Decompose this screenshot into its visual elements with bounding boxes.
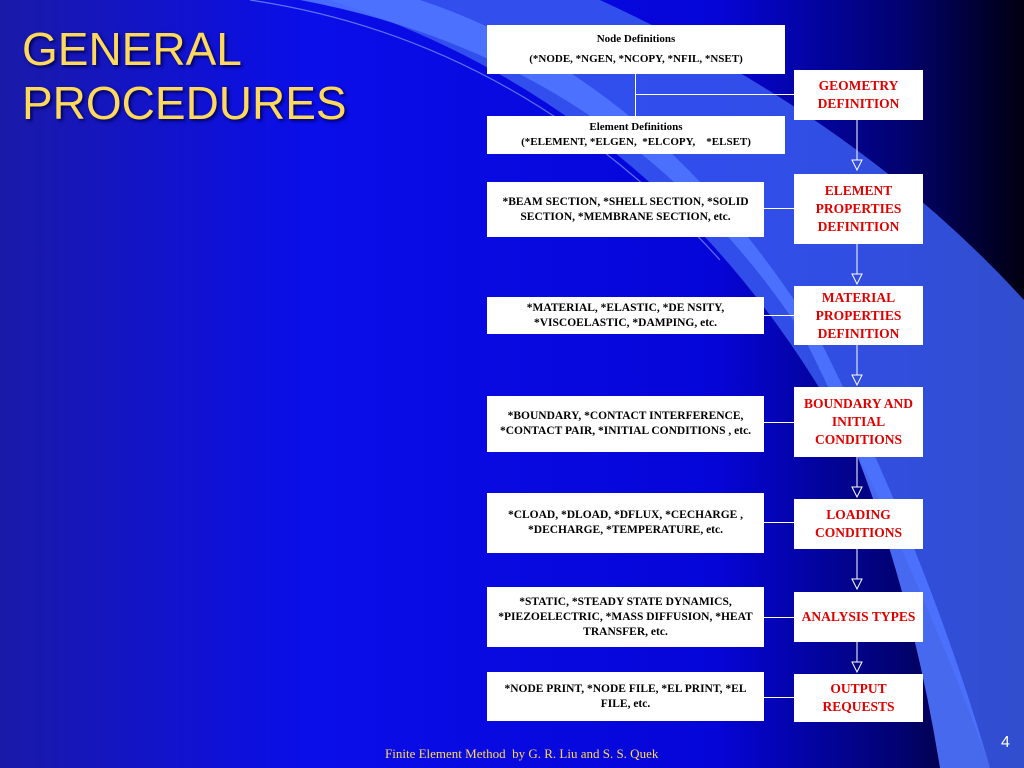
page-number: 4 [1001, 734, 1010, 751]
material-keywords-text: *MATERIAL, *ELASTIC, *DE NSITY, *VISCOELASTIC, *DAMPING, etc. [526, 301, 725, 329]
step-geometry-label: GEOMETRY DEFINITION [817, 78, 900, 111]
section-keywords-text: *BEAM SECTION, *SHELL SECTION, *SOLID SECTION, *MEMBRANE SECTION, etc. [502, 195, 749, 223]
slide-footer: Finite Element Method by G. R. Liu and S. S. Quek [385, 746, 659, 761]
loading-keywords-text: *CLOAD, *DLOAD, *DFLUX, *CECHARGE , *DECHARGE, *TEMPERATURE, etc. [507, 509, 744, 536]
node-definitions-box [487, 25, 785, 74]
node-definitions-keywords: (*NODE, *NGEN, *NCOPY, *NFIL, *NSET) [529, 53, 743, 65]
step-loading-label: LOADING CONDITIONS [814, 507, 903, 540]
step-boundary-conditions [794, 387, 923, 457]
element-definitions-title: Element Definitions [589, 121, 683, 133]
step-output-requests [794, 674, 923, 722]
step-material-properties [794, 286, 923, 345]
step-material-properties-label: MATERIAL PROPERTIES DEFINITION [815, 289, 902, 341]
output-keywords-box [487, 672, 764, 721]
step-analysis-label: ANALYSIS TYPES [801, 609, 916, 624]
node-definitions-title: Node Definitions [596, 33, 676, 45]
analysis-keywords-box [487, 587, 764, 647]
step-output-label: OUTPUT REQUESTS [822, 681, 895, 714]
boundary-keywords-text: *BOUNDARY, *CONTACT INTERFERENCE, *CONTACT PAIR, *INITIAL CONDITIONS , etc. [499, 410, 752, 437]
boundary-keywords-box [487, 396, 764, 452]
analysis-keywords-text: *STATIC, *STEADY STATE DYNAMICS, *PIEZOELECTRIC, *MASS DIFFUSION, *HEAT TRANSFER, etc. [498, 595, 753, 638]
element-definitions-keywords: (*ELEMENT, *ELGEN, *ELCOPY, *ELSET) [521, 136, 751, 148]
section-keywords-box [487, 182, 764, 237]
step-loading-conditions [794, 499, 923, 549]
output-keywords-text: *NODE PRINT, *NODE FILE, *EL PRINT, *EL FILE, etc. [504, 682, 747, 710]
title-line-2: PROCEDURES [22, 77, 347, 129]
step-analysis-types [794, 592, 923, 642]
step-element-properties [794, 174, 923, 244]
step-element-properties-label: ELEMENT PROPERTIES DEFINITION [815, 183, 902, 234]
step-geometry-definition [794, 70, 923, 120]
loading-keywords-box [487, 493, 764, 553]
step-boundary-label: BOUNDARY AND INITIAL CONDITIONS [804, 396, 913, 447]
title-line-1: GENERAL [22, 23, 242, 75]
element-definitions-box [487, 116, 785, 154]
material-keywords-box [487, 297, 764, 334]
